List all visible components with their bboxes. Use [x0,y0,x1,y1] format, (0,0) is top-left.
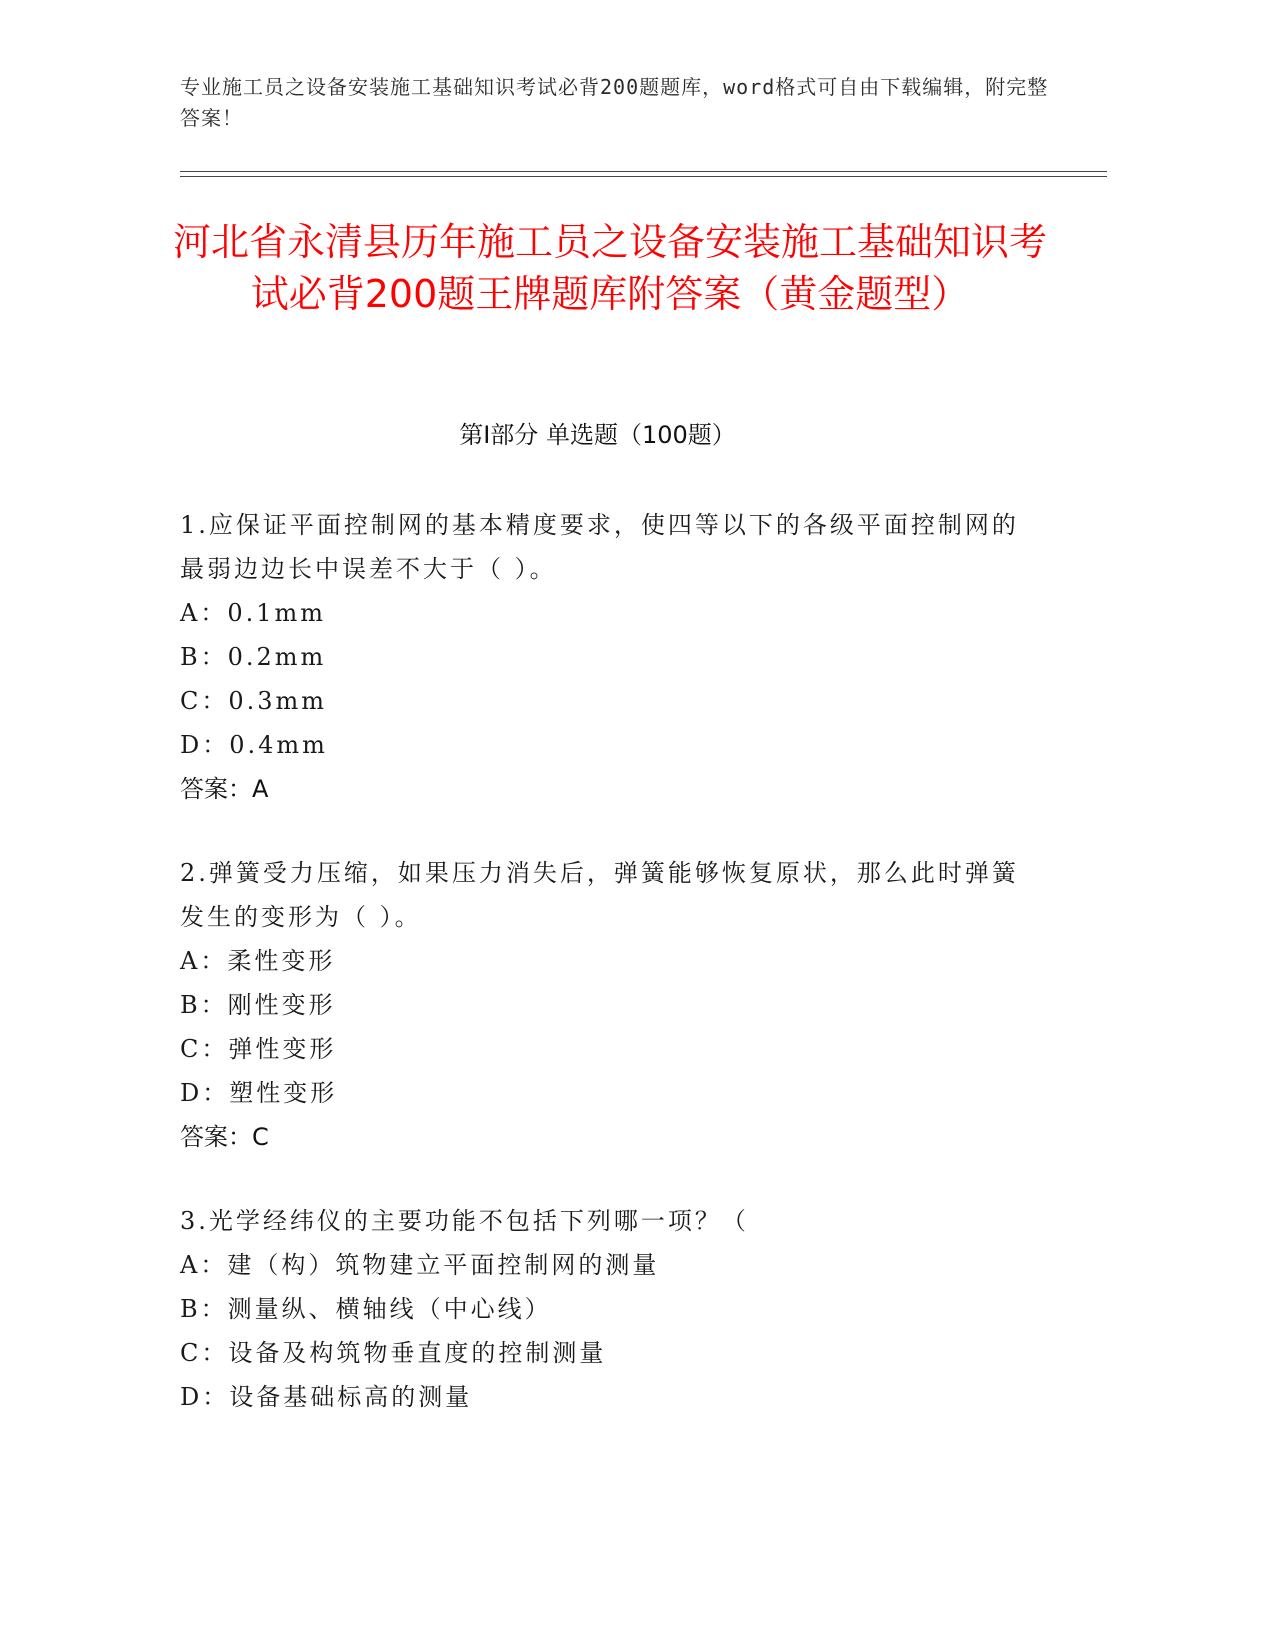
option-d: D：0.4mm [180,731,328,759]
answer-line: 答案：C [180,1123,269,1151]
option-c: C：弹性变形 [180,1035,337,1063]
question-3 [180,1199,1030,1419]
header-divider-bottom [180,176,1107,177]
question-stem: 1.应保证平面控制网的基本精度要求，使四等以下的各级平面控制网的最弱边边长中误差不大于（ ）。 [180,511,1019,583]
question-stem: 2.弹簧受力压缩，如果压力消失后，弹簧能够恢复原状，那么此时弹簧发生的变形为（ ）。 [180,859,1019,931]
option-c: C：0.3mm [180,687,328,715]
option-b: B：刚性变形 [180,991,336,1019]
answer-line: 答案：A [180,775,269,803]
option-a: A：0.1mm [180,599,327,627]
option-c: C：设备及构筑物垂直度的控制测量 [180,1339,607,1367]
option-d: D：塑性变形 [180,1079,338,1107]
option-a: A：柔性变形 [180,947,336,975]
document-title: 河北省永清县历年施工员之设备安装施工基础知识考试必背200题王牌题库附答案（黄金题型） [172,220,1047,316]
option-b: B：0.2mm [180,643,327,671]
header-note: 专业施工员之设备安装施工基础知识考试必背200题题库，word格式可自由下载编辑，附完整答案！ [180,75,1049,130]
question-stem: 3.光学经纬仪的主要功能不包括下列哪一项？（ [180,1207,749,1235]
option-b: B：测量纵、横轴线（中心线） [180,1295,552,1323]
section-heading: 第I部分 单选题（100题） [459,421,736,449]
question-1 [180,503,1030,811]
option-d: D：设备基础标高的测量 [180,1383,473,1411]
question-2 [180,851,1030,1159]
option-a: A：建（构）筑物建立平面控制网的测量 [180,1251,660,1279]
header-divider-top [180,171,1107,172]
